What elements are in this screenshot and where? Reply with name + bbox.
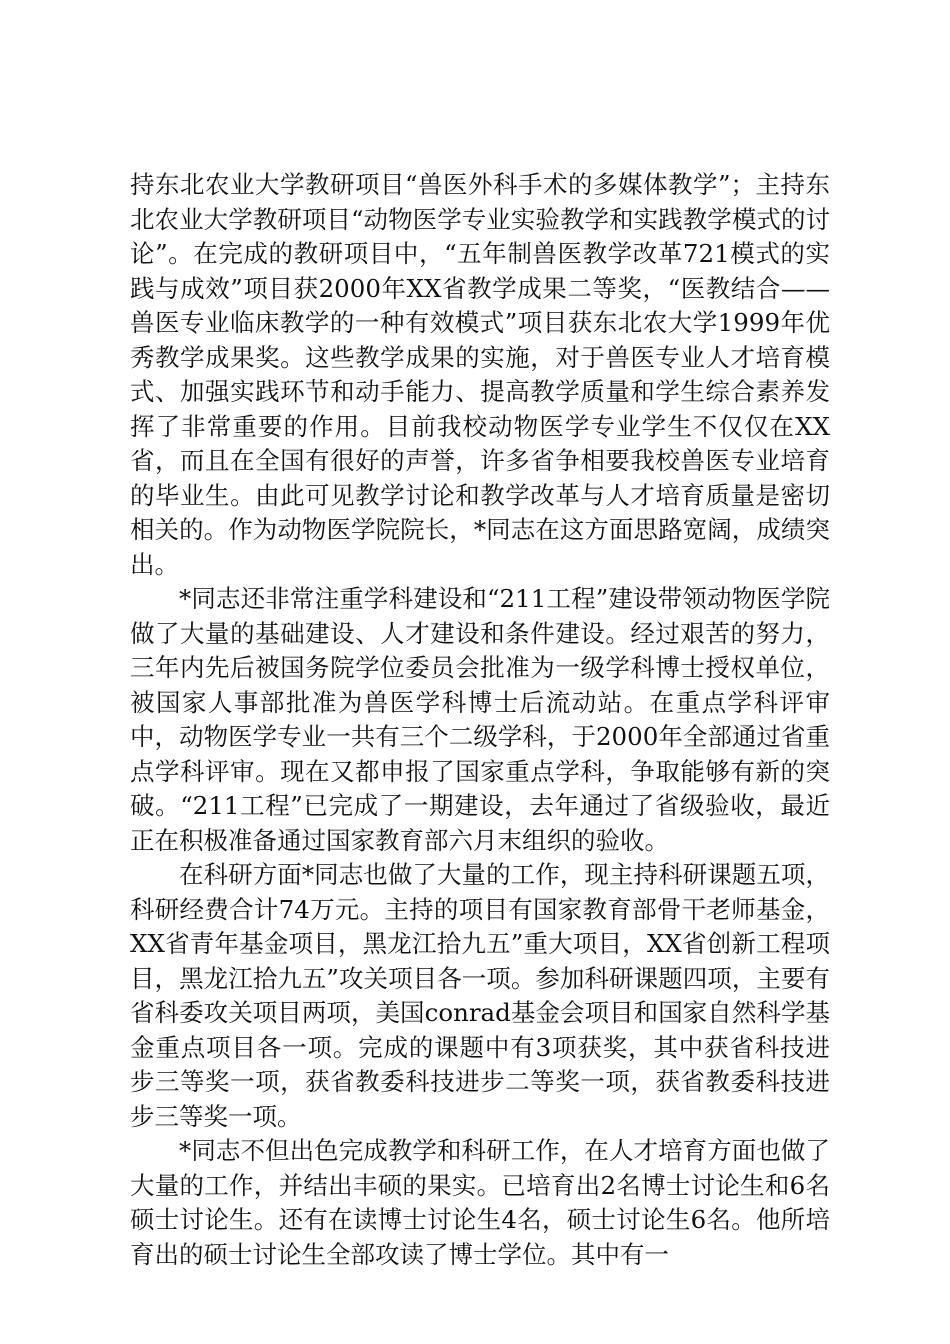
document-body (130, 168, 830, 1272)
paragraph-talent-cultivation: *同志不但出色完成教学和科研工作，在人才培育方面也做了大量的工作，并结出丰硕的果实。已培育出2名博士讨论生和6名硕士讨论生。还有在读博士讨论生4名，硕士讨论生6名。他所培育出的硕士讨论生全部攻读了博士学位。其中有一 (130, 1136, 830, 1269)
paragraph-discipline-construction: *同志还非常注重学科建设和“211工程”建设带领动物医学院做了大量的基础建设、人才建设和条件建设。经过艰苦的努力，三年内先后被国务院学位委员会批准为一级学科博士授权单位，被国家人事部批准为兽医学科博士后流动站。在重点学科评审中，动物医学专业一共有三个二级学科，于2000年全部通过省重点学科评审。现在又都申报了国家重点学科，争取能够有新的突破。“211工程”已完成了一期建设，去年通过了省级验收，最近正在积极准备通过国家教育部六月末组织的验收。 (130, 584, 830, 855)
paragraph-teaching-research: 持东北农业大学教研项目“兽医外科手术的多媒体教学”；主持东北农业大学教研项目“动物医学专业实验教学和实践教学模式的讨论”。在完成的教研项目中，“五年制兽医教学改革721模式的实践与成效”项目获2000年XX省教学成果二等奖，“医教结合——兽医专业临床教学的一种有效模式”项目获东北农大学1999年优秀教学成果奖。这些教学成果的实施，对于兽医专业人才培育模式、加强实践环节和动手能力、提高教学质量和学生综合素养发挥了非常重要的作用。目前我校动物医学专业学生不仅仅在XX省，而且在全国有很好的声誉，许多省争相要我校兽医专业培育的毕业生。由此可见教学讨论和教学改革与人才培育质量是密切相关的。作为动物医学院院长，*同志在这方面思路宽阔，成绩突出。 (130, 170, 830, 579)
paragraph-scientific-research: 在科研方面*同志也做了大量的工作，现主持科研课题五项，科研经费合计74万元。主持的项目有国家教育部骨干老师基金，XX省青年基金项目，黑龙江拾九五”重大项目，XX省创新工程项目，黑龙江拾九五”攻关项目各一项。参加科研课题四项，主要有省科委攻关项目两项，美国conrad基金会项目和国家自然科学基金重点项目各一项。完成的课题中有3项获奖，其中获省科技进步三等奖一项，获省教委科技进步二等奖一项，获省教委科技进步三等奖一项。 (130, 860, 830, 1131)
